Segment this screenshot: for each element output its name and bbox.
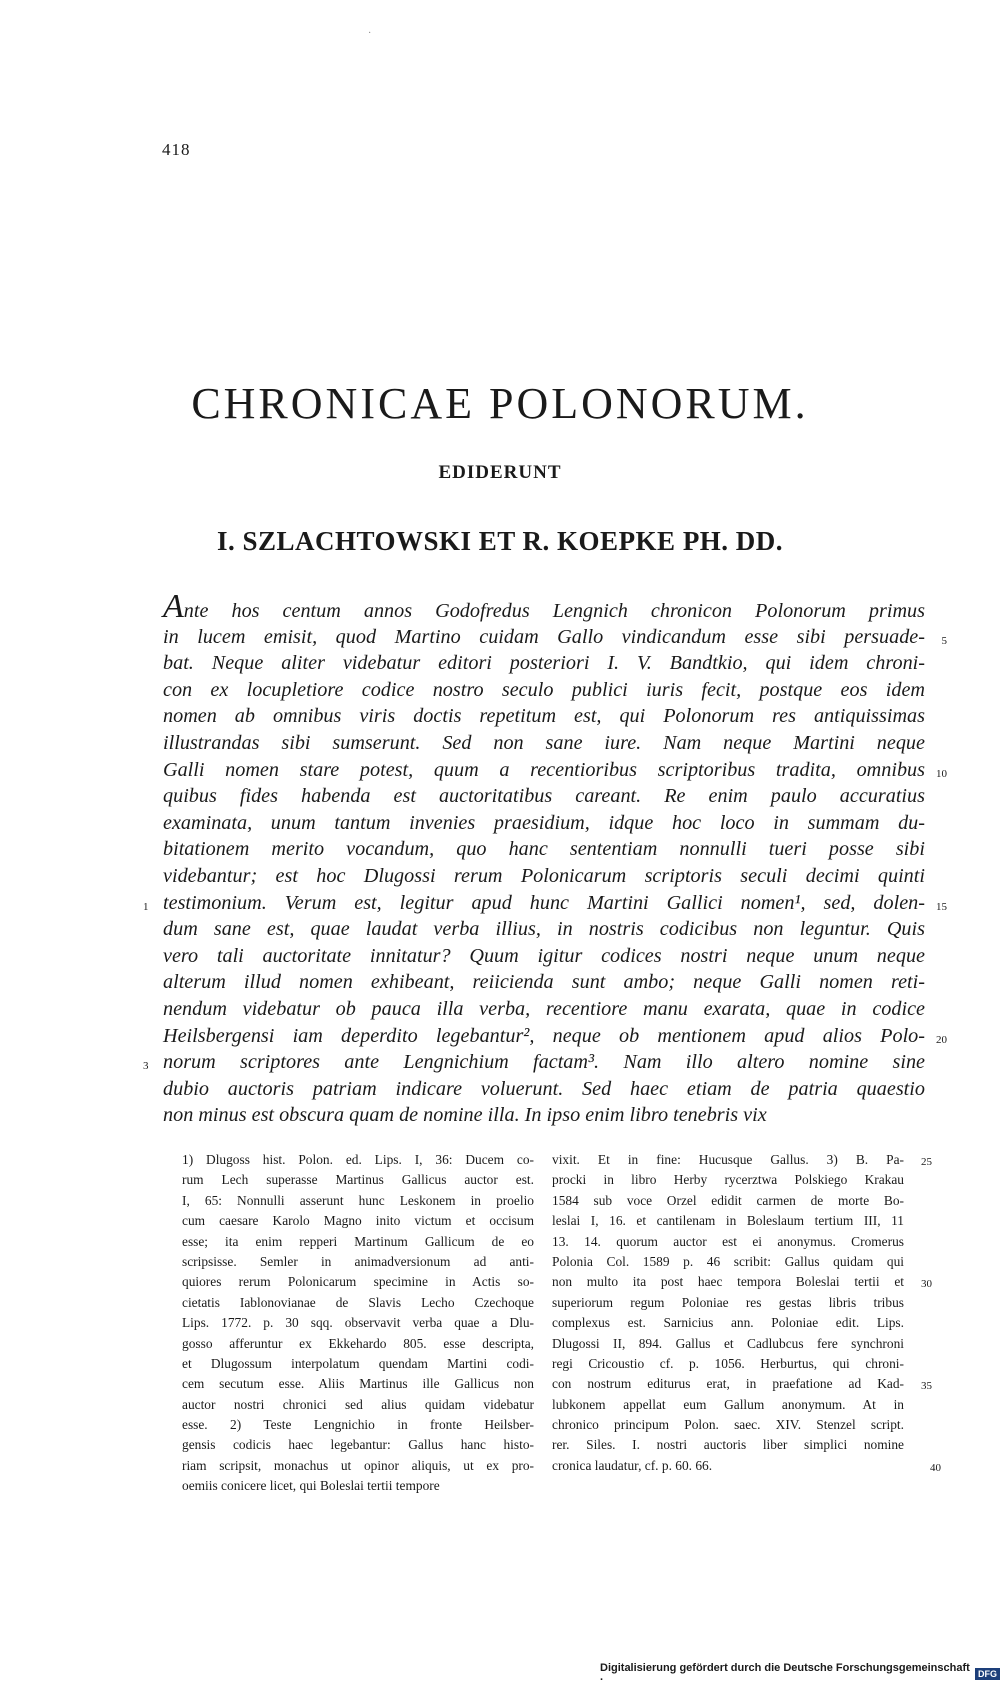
text-line — [163, 863, 925, 890]
text-line — [163, 677, 925, 704]
text-line-content: con ex locupletiore codice nostro seculo publici iuris fecit, postque eos idem — [163, 678, 925, 701]
text-line-content: illustrandas sibi sumserunt. Sed non sane iure. Nam neque Martini neque — [163, 731, 925, 754]
top-mark: · — [368, 28, 372, 39]
footnote-line-content: I, 65: Nonnulli asserunt hunc Leskonem in proelio — [182, 1192, 534, 1208]
text-line-content: in lucem emisit, quod Martino cuidam Gallo vindicandum esse sibi persuade- — [163, 625, 925, 648]
text-line — [163, 943, 925, 970]
footnote-line-content: cronica laudatur, cf. p. 60. 66. — [552, 1457, 713, 1473]
text-line — [163, 730, 925, 757]
text-line — [163, 650, 925, 677]
footnote-line — [552, 1293, 904, 1313]
text-line — [143, 890, 947, 917]
footnote-line-content: cum caesare Karolo Magno inito victum et occisum — [182, 1213, 534, 1229]
footnote-line-content: oemiis conicere licet, qui Boleslai tertii tempore — [182, 1478, 440, 1494]
footnote-line — [552, 1272, 932, 1292]
dfg-logo-icon: DFG — [975, 1668, 1000, 1680]
text-line — [163, 1102, 925, 1129]
footnote-line-content: auctor nostri chronici sed alius quidam videbatur — [182, 1396, 534, 1412]
footnote-line-content: vixit. Et in fine: Hucusque Gallus. 3) B. Pa- — [552, 1152, 904, 1167]
footnote-line — [552, 1435, 904, 1455]
text-line — [163, 969, 925, 996]
footnotes-right-column — [552, 1150, 932, 1476]
footnote-line — [182, 1170, 534, 1190]
footnote-line — [552, 1354, 904, 1374]
footnote-line — [182, 1334, 534, 1354]
footnote-line — [182, 1374, 534, 1394]
text-line-content: nendum videbatur ob pauca illa verba, recentiore manu exarata, quae in codice — [163, 997, 925, 1020]
line-number: 15 — [936, 900, 947, 913]
footnote-line — [182, 1252, 534, 1272]
footnote-line-content: Lips. 1772. p. 30 sqq. observavit verba quae a Dlu- — [182, 1315, 534, 1331]
line-number: 10 — [936, 767, 947, 780]
footnote-line — [552, 1334, 904, 1354]
line-number: 35 — [921, 1380, 932, 1393]
editors-heading: I. SZLACHTOWSKI ET R. KOEPKE PH. DD. — [216, 526, 784, 556]
text-line-content: bitationem merito vocandum, quo hanc sententiam nonnulli tueri posse sibi — [163, 838, 925, 861]
text-line-content: videbantur; est hoc Dlugossi rerum Polonicarum scriptoris seculi decimi quinti — [163, 864, 925, 887]
text-line-content: examinata, unum tantum invenies praesidium, idque hoc loco in summam du- — [163, 811, 925, 834]
footnote-line-content: gosso afferuntur ex Ekkehardo 805. esse descripta, — [182, 1335, 534, 1351]
page-number: 418 — [162, 140, 191, 159]
footnote-line-content: superiorum regum Poloniae res gestas libris tribus — [552, 1294, 904, 1310]
text-line — [163, 783, 925, 810]
line-number-40: 40 — [930, 1462, 941, 1474]
footnote-line — [552, 1150, 932, 1170]
footnote-line — [552, 1170, 904, 1190]
footnote-line — [182, 1191, 534, 1211]
footnote-line — [552, 1313, 904, 1333]
footnote-line — [182, 1476, 534, 1496]
text-line — [163, 1076, 925, 1103]
text-line — [163, 810, 925, 837]
footnote-line-content: leslai I, 16. et cantilenam in Boleslaum tertium III, 11 — [552, 1213, 904, 1229]
footnote-line — [182, 1232, 534, 1252]
footnote-line — [182, 1435, 534, 1455]
footnote-line-content: con nostrum editurus erat, in praefatione ad Kad- — [552, 1376, 904, 1392]
footnote-line — [182, 1211, 534, 1231]
footnote-line-content: esse; ita enim repperi Martinum Gallicum de eo — [182, 1233, 534, 1249]
footnote-line-content: Dlugossi II, 894. Gallus et Cadlubcus fere synchroni — [552, 1335, 904, 1351]
footnote-line-content: lubkonem appellat eum Gallum anonymum. At in — [552, 1396, 904, 1412]
footnote-line-content: non multo ita post haec tempora Boleslai tertii et — [552, 1274, 904, 1290]
footnote-line-content: et Dlugossum interpolatum quendam Martini codi- — [182, 1355, 534, 1371]
footnote-line — [552, 1232, 904, 1252]
footnote-line — [182, 1354, 534, 1374]
footnote-line-content: riam scripsit, monachus ut opinor aliquis, ut ex pro- — [182, 1457, 534, 1473]
footnote-line — [552, 1456, 904, 1476]
text-line — [163, 703, 925, 730]
page-title: CHRONICAE POLONORUM. — [191, 379, 809, 428]
footnote-line-content: chronico principum Polon. saec. XIV. Stenzel script. — [552, 1417, 904, 1433]
text-line-content: Heilsbergensi iam deperdito legebantur², neque ob mentionem apud alios Polo- — [163, 1024, 925, 1047]
footnotes-left-column — [182, 1150, 534, 1497]
footnote-marker: 1 — [143, 900, 149, 913]
footer-credit — [600, 1662, 1000, 1686]
text-line — [163, 836, 925, 863]
line-number: 20 — [936, 1033, 947, 1046]
ediderunt-heading: EDIDERUNT — [438, 462, 562, 483]
footnote-line — [182, 1150, 534, 1170]
main-text — [143, 588, 947, 1129]
footnote-line-content: rer. Siles. I. nostri auctoris liber simplici nomine — [552, 1437, 904, 1453]
line-number: 30 — [921, 1278, 932, 1291]
footnote-line-content: 1584 sub voce Orzel edidit carmen de morte Bo- — [552, 1192, 904, 1208]
text-line-content: testimonium. Verum est, legitur apud hunc Martini Gallici nomen¹, sed, dolen- — [163, 891, 925, 914]
footnote-line — [182, 1272, 534, 1292]
text-line — [143, 1049, 925, 1076]
footnote-line-content: 13. 14. quorum auctor est ei anonymus. Cromerus — [552, 1233, 904, 1249]
text-line-content: nomen ab omnibus viris doctis repetitum est, qui Polonorum res antiquissimas — [163, 705, 925, 728]
footnote-line-content: cem secutum esse. Aliis Martinus ille Gallicus non — [182, 1376, 534, 1392]
footnote-line-content: 1) Dlugoss hist. Polon. ed. Lips. I, 36: Ducem co- — [182, 1152, 534, 1167]
footnote-line — [552, 1191, 904, 1211]
text-line-content: dubio auctoris patriam indicare voluerunt. Sed haec etiam de patria quaestio — [163, 1077, 925, 1100]
footnote-line-content: cietatis Iablonovianae de Slavis Lecho Czechoque — [182, 1294, 534, 1310]
text-line-content: vero tali auctoritate innitatur? Quum igitur codices nostri neque unum neque — [163, 944, 925, 967]
footnote-line — [552, 1211, 904, 1231]
footnote-line-content: complexus est. Sarnicius ann. Poloniae edit. Lips. — [552, 1315, 904, 1331]
footnote-line — [182, 1313, 534, 1333]
footnote-line-content: rum Lech superasse Martinus Gallicus auctor est. — [182, 1172, 534, 1188]
footnote-line-content: quiores rerum Polonicarum specimine in Actis so- — [182, 1274, 534, 1290]
footnote-line — [552, 1252, 904, 1272]
footnote-line-content: regi Cricoustio cf. p. 1056. Herburtus, qui chroni- — [552, 1355, 904, 1371]
text-line — [163, 624, 947, 651]
text-line-content: dum sane est, quae laudat verba illius, in nostris codicibus non leguntur. Quis — [163, 918, 925, 941]
footnote-line — [552, 1415, 904, 1435]
footnote-line-content: gensis codicis haec legebantur: Gallus hanc histo- — [182, 1437, 534, 1453]
text-line — [163, 588, 925, 625]
text-line — [163, 916, 925, 943]
text-line-content: bat. Neque aliter videbatur editori posteriori I. V. Bandtkio, qui idem chroni- — [163, 652, 925, 675]
text-line — [163, 757, 947, 784]
footnote-line — [552, 1395, 904, 1415]
footnote-line-content: Polonia Col. 1589 p. 46 scribit: Gallus quidam qui — [552, 1253, 904, 1269]
text-line — [163, 1023, 947, 1050]
text-line — [163, 996, 925, 1023]
footer-text: Digitalisierung gefördert durch die Deutsche Forschungsgemeinschaft · — [600, 1662, 970, 1686]
text-line-content: non minus est obscura quam de nomine illa. In ipso enim libro tenebris vix — [163, 1104, 767, 1127]
footnote-line — [182, 1395, 534, 1415]
footnote-line — [182, 1456, 534, 1476]
initial-letter: A — [163, 588, 184, 625]
text-line-content: quibus fides habenda est auctoritatibus careant. Re enim paulo accuratius — [163, 785, 925, 808]
line-number: 25 — [921, 1156, 932, 1168]
line-number: 5 — [941, 634, 947, 647]
text-line-content: Galli nomen stare potest, quum a recentioribus scriptoribus tradita, omnibus — [163, 758, 925, 781]
footnote-marker: 3 — [143, 1060, 149, 1073]
text-line-content: norum scriptores ante Lengnichium factam³. Nam illo altero nomine sine — [163, 1051, 925, 1074]
footnote-line — [182, 1293, 534, 1313]
footnote-line-content: scripsisse. Semler in animadversionum ad anti- — [182, 1253, 534, 1269]
footnote-line — [182, 1415, 534, 1435]
footnote-line-content: esse. 2) Teste Lengnichio in fronte Heilsber- — [182, 1417, 534, 1433]
text-line-content: alterum illud nomen exhibeant, reiicienda sunt ambo; neque Galli nomen reti- — [163, 971, 925, 994]
footnote-line — [552, 1374, 932, 1394]
text-line-content: nte hos centum annos Godofredus Lengnich chronicon Polonorum primus — [183, 600, 925, 622]
footnote-line-content: procki in libro Herby rycerztwa Polskiego Krakau — [552, 1172, 904, 1188]
